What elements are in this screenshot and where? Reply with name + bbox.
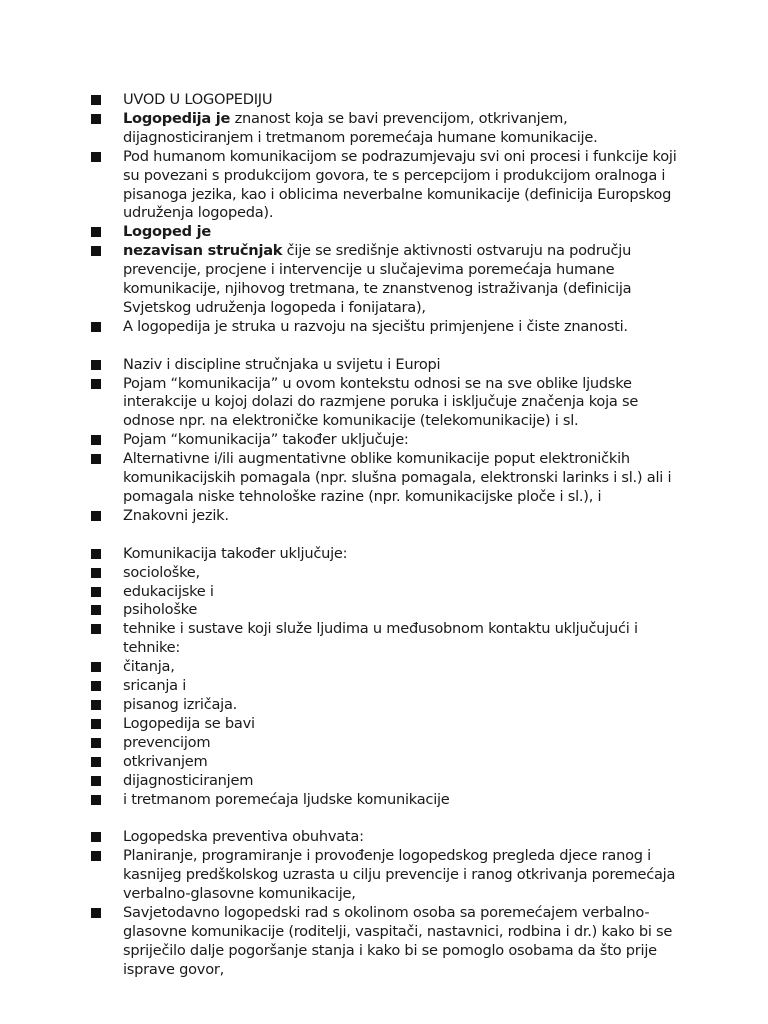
item-text: Logopedija se bavi xyxy=(123,714,255,732)
square-bullet-icon xyxy=(91,587,101,597)
list-item xyxy=(88,242,688,318)
square-bullet-icon xyxy=(91,776,101,786)
list-item xyxy=(88,356,688,375)
section-gap xyxy=(88,526,688,545)
square-bullet-icon xyxy=(91,624,101,634)
square-bullet-icon xyxy=(91,227,101,237)
list-item xyxy=(88,450,688,507)
square-bullet-icon xyxy=(91,95,101,105)
square-bullet-icon xyxy=(91,851,101,861)
list-item xyxy=(88,847,688,904)
square-bullet-icon xyxy=(91,435,101,445)
list-item xyxy=(88,601,688,620)
item-text: Pojam “komunikacija” u ovom kontekstu odnosi se na sve oblike ljudske interakcije u kojoj dolazi do razmjene poruka i isključuje značenja koja se odnose npr. na elektroničke komunikacije (telekomunikacije) i sl. xyxy=(123,374,639,430)
list-item xyxy=(88,223,688,242)
item-text: čije se središnje aktivnosti ostvaruju na području prevencije, procjene i intervencije u slučajevima poremećaja humane komunikacije, njihovog tretmana, te znanstvenog istraživanja (definicija Svjetskog udruženja logopeda i fonijatara), xyxy=(123,242,632,316)
item-text: Planiranje, programiranje i provođenje logopedskog pregleda djece ranog i kasnijeg predškolskog uzrasta u cilju prevencije i ranog otkrivanja poremećaja verbalno-glasovne komunikacije, xyxy=(123,847,676,903)
square-bullet-icon xyxy=(91,454,101,464)
list-item xyxy=(88,753,688,772)
item-text: Naziv i discipline stručnjaka u svijetu i Europi xyxy=(123,355,441,373)
list-item xyxy=(88,658,688,677)
square-bullet-icon xyxy=(91,152,101,162)
list-item xyxy=(88,791,688,810)
square-bullet-icon xyxy=(91,757,101,767)
square-bullet-icon xyxy=(91,114,101,124)
square-bullet-icon xyxy=(91,379,101,389)
item-text: otkrivanjem xyxy=(123,752,208,770)
square-bullet-icon xyxy=(91,719,101,729)
list-item xyxy=(88,677,688,696)
list-item xyxy=(88,148,688,224)
list-item xyxy=(88,431,688,450)
square-bullet-icon xyxy=(91,662,101,672)
item-text: znanost koja se bavi prevencijom, otkrivanjem, dijagnosticiranjem i tretmanom poremećaja humane komunikacije. xyxy=(123,109,598,146)
item-text: tehnike i sustave koji služe ljudima u međusobnom kontaktu uključujući i tehnike: xyxy=(123,620,638,657)
list-item xyxy=(88,696,688,715)
list-item xyxy=(88,715,688,734)
item-text: i tretmanom poremećaja ljudske komunikacije xyxy=(123,790,450,808)
list-item xyxy=(88,734,688,753)
list-item xyxy=(88,772,688,791)
item-text: Pojam “komunikacija” također uključuje: xyxy=(123,431,409,449)
item-text: čitanja, xyxy=(123,658,175,676)
list-item xyxy=(88,904,688,980)
square-bullet-icon xyxy=(91,246,101,256)
item-text: sociološke, xyxy=(123,563,200,581)
square-bullet-icon xyxy=(91,832,101,842)
section-gap xyxy=(88,809,688,828)
item-text: UVOD U LOGOPEDIJU xyxy=(123,91,273,108)
list-item xyxy=(88,91,688,110)
square-bullet-icon xyxy=(91,681,101,691)
item-text: Logopedska preventiva obuhvata: xyxy=(123,828,364,846)
list-item xyxy=(88,828,688,847)
item-text: prevencijom xyxy=(123,733,211,751)
section-gap xyxy=(88,337,688,356)
item-text: edukacijske i xyxy=(123,582,214,600)
list-item xyxy=(88,110,688,148)
square-bullet-icon xyxy=(91,605,101,615)
square-bullet-icon xyxy=(91,908,101,918)
list-item xyxy=(88,564,688,583)
list-item xyxy=(88,583,688,602)
bullet-list xyxy=(88,91,688,980)
square-bullet-icon xyxy=(91,795,101,805)
square-bullet-icon xyxy=(91,700,101,710)
item-text: Znakovni jezik. xyxy=(123,506,229,524)
item-text: psihološke xyxy=(123,601,198,619)
list-item xyxy=(88,620,688,658)
square-bullet-icon xyxy=(91,322,101,332)
square-bullet-icon xyxy=(91,511,101,521)
square-bullet-icon xyxy=(91,568,101,578)
item-bold-text: nezavisan stručnjak xyxy=(123,242,283,260)
square-bullet-icon xyxy=(91,360,101,370)
item-bold-text: Logopedija je xyxy=(123,109,231,127)
list-item xyxy=(88,507,688,526)
item-text: dijagnosticiranjem xyxy=(123,771,254,789)
item-text: Komunikacija također uključuje: xyxy=(123,544,348,562)
list-item xyxy=(88,545,688,564)
list-item xyxy=(88,318,688,337)
item-bold-text: Logoped je xyxy=(123,223,212,241)
item-text: Pod humanom komunikacijom se podrazumjevaju svi oni procesi i funkcije koji su povezani s produkcijom govora, te s percepcijom i produkcijom oralnoga i pisanoga jezika, kao i oblicima neverbalne komunikacije (definicija Europskog udruženja logopeda). xyxy=(123,147,677,222)
square-bullet-icon xyxy=(91,549,101,559)
item-text: sricanja i xyxy=(123,677,187,695)
item-text: A logopedija je struka u razvoju na sjecištu primjenjene i čiste znanosti. xyxy=(123,317,628,335)
item-text: pisanog izričaja. xyxy=(123,695,238,713)
list-item xyxy=(88,375,688,432)
item-text: Savjetodavno logopedski rad s okolinom osoba sa poremećajem verbalno-glasovne komunikacije (roditelji, vaspitači, nastavnici, rodbina i dr.) kako bi se spriječilo dalje pogoršanje stanja i kako bi se pomoglo osobama da što prije isprave govor, xyxy=(123,903,673,978)
square-bullet-icon xyxy=(91,738,101,748)
item-text: Alternativne i/ili augmentativne oblike komunikacije poput elektroničkih komunikacijskih pomagala (npr. slušna pomagala, elektronski larinks i sl.) ali i pomagala niske tehnološke razine (npr. komunikacijske ploče i sl.), i xyxy=(123,450,672,506)
